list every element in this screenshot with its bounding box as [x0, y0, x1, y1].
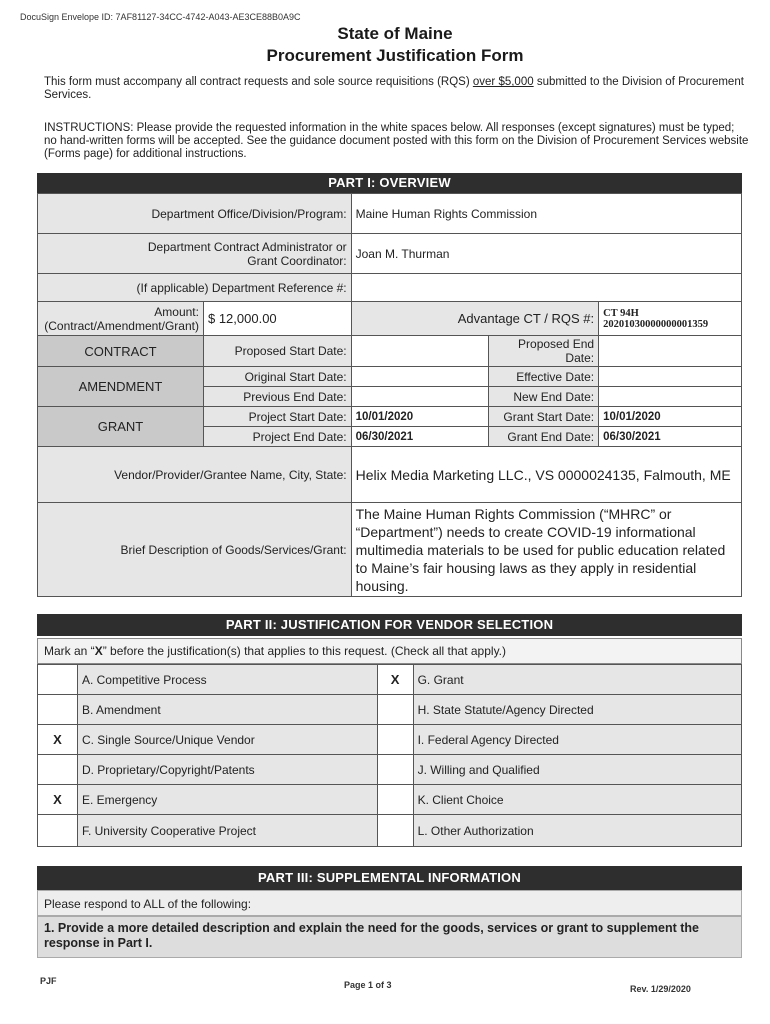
justification-label-a: A. Competitive Process [77, 665, 377, 695]
effective-field[interactable] [599, 367, 742, 387]
orig-start-field[interactable] [351, 367, 489, 387]
proposed-end-label: Proposed End Date: [489, 336, 599, 367]
justification-mark-a[interactable] [38, 665, 78, 695]
intro-paragraph [44, 76, 750, 102]
proj-start-label: Project Start Date: [203, 407, 351, 427]
part1-heading: PART I: OVERVIEW [37, 173, 742, 193]
admin-field[interactable]: Joan M. Thurman [351, 234, 741, 274]
amount-label [38, 302, 204, 336]
footer-page-number: Page 1 of 3 [344, 980, 392, 990]
justification-label-h: H. State Statute/Agency Directed [413, 695, 741, 725]
amount-field[interactable]: $ 12,000.00 [203, 302, 351, 336]
justification-label-k: K. Client Choice [413, 785, 741, 815]
advantage-field[interactable]: CT 94H 20201030000000001359 [599, 302, 742, 336]
justification-mark-e[interactable]: X [38, 785, 78, 815]
admin-label [38, 234, 352, 274]
justification-label-g: G. Grant [413, 665, 741, 695]
proposed-start-label: Proposed Start Date: [203, 336, 351, 367]
amount-label-line1: Amount: [154, 304, 199, 319]
justification-mark-h[interactable] [377, 695, 413, 725]
grant-label: GRANT [38, 407, 204, 447]
prev-end-label: Previous End Date: [203, 387, 351, 407]
justification-mark-b[interactable] [38, 695, 78, 725]
justification-mark-k[interactable] [377, 785, 413, 815]
part2-instruction-b: ” before the justification(s) that applies to this request. (Check all that apply.) [102, 644, 507, 658]
justification-label-j: J. Willing and Qualified [413, 755, 741, 785]
prev-end-field[interactable] [351, 387, 489, 407]
dept-field[interactable]: Maine Human Rights Commission [351, 194, 741, 234]
justification-label-c: C. Single Source/Unique Vendor [77, 725, 377, 755]
docusign-envelope-id: DocuSign Envelope ID: 7AF81127-34CC-4742-A043-AE3CE88B0A9C [20, 12, 301, 22]
part1-overview-table [37, 193, 742, 597]
justification-label-i: I. Federal Agency Directed [413, 725, 741, 755]
amount-label-line2: (Contract/Amendment/Grant) [44, 318, 199, 333]
advantage-label: Advantage CT / RQS #: [351, 302, 598, 336]
justification-label-l: L. Other Authorization [413, 815, 741, 847]
form-title-state: State of Maine [337, 24, 453, 43]
part3-question-1: 1. Provide a more detailed description and explain the need for the goods, services or grant to supplement the response in Part I. [37, 916, 742, 958]
description-label: Brief Description of Goods/Services/Grant: [38, 503, 352, 597]
proj-start-field[interactable]: 10/01/2020 [351, 407, 489, 427]
admin-label-line2: Grant Coordinator: [247, 253, 347, 268]
grant-end-label: Grant End Date: [489, 427, 599, 447]
vendor-field[interactable]: Helix Media Marketing LLC., VS 0000024135, Falmouth, ME [351, 447, 741, 503]
ref-field[interactable] [351, 274, 741, 302]
justification-mark-i[interactable] [377, 725, 413, 755]
justification-table [37, 664, 742, 847]
part2-instruction-a: Mark an “ [44, 644, 95, 658]
amendment-label: AMENDMENT [38, 367, 204, 407]
proj-end-field[interactable]: 06/30/2021 [351, 427, 489, 447]
form-title: Procurement Justification Form [266, 46, 524, 65]
ref-label: (If applicable) Department Reference #: [38, 274, 352, 302]
new-end-label: New End Date: [489, 387, 599, 407]
intro-text-a: This form must accompany all contract requests and sole source requisitions (RQS) [44, 76, 473, 88]
dept-label: Department Office/Division/Program: [38, 194, 352, 234]
admin-label-line1: Department Contract Administrator or [147, 239, 347, 254]
effective-label: Effective Date: [489, 367, 599, 387]
grant-start-field[interactable]: 10/01/2020 [599, 407, 742, 427]
description-field[interactable]: The Maine Human Rights Commission (“MHRC” or “Department”) needs to create COVID-19 informational multimedia materials to be used for public education related to Maine’s fair housing laws as they apply in residential housing. [351, 503, 741, 597]
new-end-field[interactable] [599, 387, 742, 407]
proj-end-label: Project End Date: [203, 427, 351, 447]
orig-start-label: Original Start Date: [203, 367, 351, 387]
instructions-paragraph: INSTRUCTIONS: Please provide the requested information in the white spaces below. All responses (except signatures) must be typed; no hand-written forms will be accepted. See the guidance document posted with this form on the Division of Procurement Services website (Forms page) for additional instructions. [44, 122, 749, 160]
footer-revision: Rev. 1/29/2020 [630, 984, 691, 994]
part3-instruction: Please respond to ALL of the following: [37, 890, 742, 916]
part2-instruction [37, 638, 742, 664]
grant-start-label: Grant Start Date: [489, 407, 599, 427]
part2-heading: PART II: JUSTIFICATION FOR VENDOR SELECTION [37, 614, 742, 636]
justification-mark-g[interactable]: X [377, 665, 413, 695]
part2-instruction-x: X [94, 644, 103, 658]
justification-mark-f[interactable] [38, 815, 78, 847]
justification-label-e: E. Emergency [77, 785, 377, 815]
justification-mark-c[interactable]: X [38, 725, 78, 755]
intro-text-b: submitted to the Division of Procurement Services. [44, 76, 744, 101]
footer-form-code: PJF [40, 976, 57, 986]
part3-heading: PART III: SUPPLEMENTAL INFORMATION [37, 866, 742, 890]
justification-mark-l[interactable] [377, 815, 413, 847]
proposed-start-field[interactable] [351, 336, 489, 367]
justification-mark-d[interactable] [38, 755, 78, 785]
justification-mark-j[interactable] [377, 755, 413, 785]
justification-label-d: D. Proprietary/Copyright/Patents [77, 755, 377, 785]
justification-label-f: F. University Cooperative Project [77, 815, 377, 847]
intro-threshold: over $5,000 [472, 76, 534, 88]
proposed-end-field[interactable] [599, 336, 742, 367]
grant-end-field[interactable]: 06/30/2021 [599, 427, 742, 447]
justification-label-b: B. Amendment [77, 695, 377, 725]
vendor-label: Vendor/Provider/Grantee Name, City, State: [38, 447, 352, 503]
contract-label: CONTRACT [38, 336, 204, 367]
